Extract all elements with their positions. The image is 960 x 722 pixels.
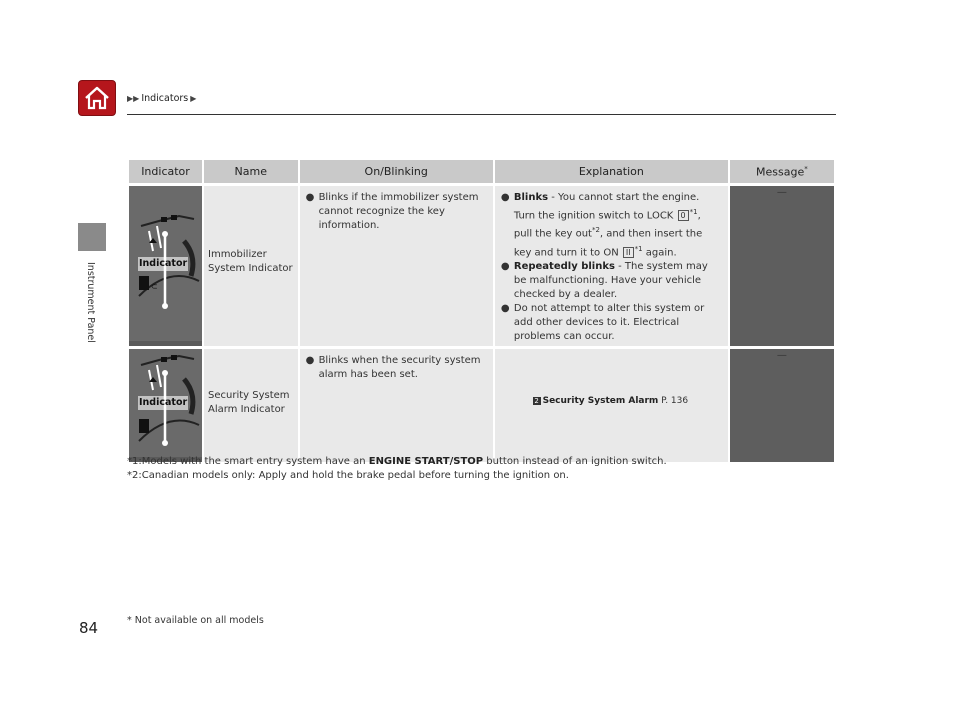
- indicator-image: [129, 186, 202, 346]
- breadcrumb-link-indicators[interactable]: Indicators: [141, 93, 189, 104]
- breadcrumb: [127, 93, 196, 104]
- footnote-2: *2:Canadian models only: Apply and hold the brake pedal before turning the ignition on.: [127, 470, 569, 481]
- explanation-cell: [495, 186, 728, 346]
- indicator-image: [129, 349, 202, 462]
- cross-reference-link[interactable]: 2 Security System Alarm P. 136: [534, 396, 689, 406]
- column-header: On/Blinking: [300, 160, 493, 183]
- indicator-callout-label: Indicator: [139, 397, 188, 408]
- column-header: Name: [204, 160, 298, 183]
- breadcrumb-arrow-icon: ▶▶: [127, 94, 140, 103]
- list-item: ● Blinks - You cannot start the engine. Turn the ignition switch to LOCK 0 $^{*1}$, pull the key out$^{*2}$, and then insert the key and turn it to ON II $^{*1}$ again.: [500, 192, 703, 258]
- list-item: ● Repeatedly blinks - The system may be malfunctioning. Have your vehicle checked by a dealer.: [500, 260, 708, 300]
- breadcrumb-arrow-icon: ▶: [190, 94, 197, 103]
- section-tab[interactable]: [78, 223, 106, 251]
- indicator-name: Security System Alarm Indicator: [204, 349, 298, 462]
- list-item: ● Blinks if the immobilizer system cannot recognize the key information.: [305, 192, 479, 231]
- column-header: Explanation: [495, 160, 728, 183]
- home-button[interactable]: [78, 80, 116, 116]
- indicator-name: Immobilizer System Indicator: [204, 186, 298, 346]
- cross-reference-icon: 2: [534, 397, 539, 405]
- explanation-cell: [495, 349, 728, 462]
- list-item: ● Blinks when the security system alarm has been set.: [305, 355, 481, 380]
- bullet-icon: ●: [500, 260, 510, 272]
- on-position-key-icon: II: [623, 247, 634, 258]
- bullet-icon: ●: [305, 355, 315, 366]
- column-header-message: Message*: [730, 160, 834, 183]
- section-label: Instrument Panel: [85, 262, 96, 343]
- on-blinking-cell: [300, 349, 493, 462]
- bullet-icon: ●: [500, 192, 510, 203]
- column-header: Indicator: [129, 160, 202, 183]
- indicator-callout-label: Indicator: [139, 258, 188, 269]
- table-row: [129, 186, 834, 346]
- bullet-icon: ●: [305, 192, 315, 203]
- home-icon: [83, 85, 111, 111]
- table-header-row: [129, 160, 834, 183]
- header-divider: [127, 114, 836, 115]
- message-cell: —: [730, 349, 834, 462]
- availability-note: * Not available on all models: [127, 615, 264, 626]
- lock-position-key-icon: 0: [678, 210, 689, 221]
- svg-text:⊂: ⊂: [151, 282, 158, 291]
- page-number: 84: [79, 619, 99, 637]
- list-item: ● Do not attempt to alter this system or add other devices to it. Electrical problems can occur.: [500, 302, 705, 342]
- table-row: [129, 349, 834, 462]
- bullet-icon: ●: [500, 302, 510, 314]
- footnotes: [127, 455, 667, 483]
- indicator-table: [127, 157, 836, 465]
- footnote-1: *1:Models with the smart entry system have an ENGINE START/STOP button instead of an ignition switch.: [127, 456, 667, 467]
- message-cell: —: [730, 186, 834, 346]
- on-blinking-cell: [300, 186, 493, 346]
